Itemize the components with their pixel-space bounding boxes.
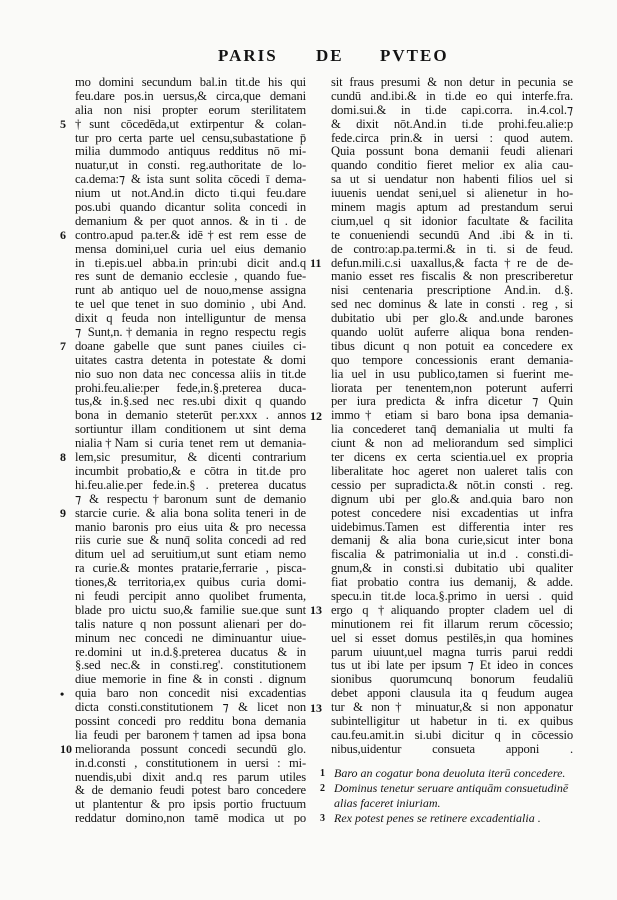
text-line: tibus dicunt q non potuit ea concedere ex xyxy=(331,339,573,353)
text-line: quando conditio fieret melior ex alia cau- xyxy=(331,159,573,173)
text-line: blade pro uictu suo,& familie sue.que sunt xyxy=(75,603,306,617)
text-line: liorata per tenentem,non poterunt auferri xyxy=(331,381,573,395)
summary-note xyxy=(320,766,590,781)
margin-number: 9 xyxy=(60,505,66,520)
margin-number: 5 xyxy=(60,116,66,131)
right-text-column xyxy=(331,76,573,757)
text-line: ni feudi percipit anno quolibet frumenta, xyxy=(75,589,306,603)
summary-number xyxy=(320,796,334,811)
margin-number: 13 xyxy=(310,700,322,715)
text-line: uitates castra detenta in potestate & domi xyxy=(75,353,306,367)
text-line: cau.feu.amit.in si.ubi dicitur q in cōcessio xyxy=(331,728,573,742)
text-line: quo tempore concessionis erant demania- xyxy=(331,353,573,367)
text-line: possint concedi pro redditu bona demania xyxy=(75,714,306,728)
text-line: gnum,& in consti.si dubitatio ubi qualiter xyxy=(331,562,573,576)
text-line: sit fraus presumi & non detur in pecunia se xyxy=(331,76,573,89)
text-line: ca.dema:⁊ & ista sunt solita cōcedi ī dema- xyxy=(75,173,306,187)
text-line: demanij & alia bona curie,sicut inter bona xyxy=(331,534,573,548)
text-line: melioranda possunt concedi secundū glo. xyxy=(75,742,306,756)
text-line: †sunt cōcedēda,ut extirpentur & colan- xyxy=(75,117,306,131)
text-line: milia dummodo antiquus redditus nō mi- xyxy=(75,145,306,159)
text-line: specu.in tit.de loca.§.primo in uersi . quid xyxy=(331,589,573,603)
text-line: pos.ubi quando dicantur solita concedi in xyxy=(75,201,306,215)
text-line: §.sed nec.& in consti.reg'. constitutionem xyxy=(75,659,306,673)
text-line: ⁊ Sunt,n.†demania in regno respectu regis xyxy=(75,326,306,340)
text-line: liberalitate hoc ageret non ualeret talis con xyxy=(331,464,573,478)
text-line: minutionem rei fit illarum rerum cōcessio; xyxy=(331,617,573,631)
margin-number: 6 xyxy=(60,227,66,242)
running-head-de: DE xyxy=(316,46,344,65)
margin-number: 12 xyxy=(310,408,322,423)
text-line: reddatur domino,non tamē modica ut po xyxy=(75,812,306,826)
text-line: minem magis aptum ad prestandum serui xyxy=(331,201,573,215)
margin-number: 7 xyxy=(60,339,66,354)
text-line: de contro:ap.pa.termi.& in ti. si de feud. xyxy=(331,242,573,256)
text-line: prohi.feu.alie:per fede,in.§.preterea duca- xyxy=(75,381,306,395)
text-line: nisi centenaria prescriptione And.in. d.§. xyxy=(331,284,573,298)
text-line: Quia possunt bona demanii feudi alienari xyxy=(331,145,573,159)
text-line: ra curie.& montes pratarie,ferrarie , pisca- xyxy=(75,562,306,576)
text-line: fiscalia & patrimonialia ut in.d . consti.di- xyxy=(331,548,573,562)
text-line: res sunt de demanio ecclesie , quando fue- xyxy=(75,270,306,284)
text-line: nium ut not.And.in dicto ti.qui feu.dare xyxy=(75,187,306,201)
text-line: doane gabelle que sunt panes ciuiles ci- xyxy=(75,339,306,353)
text-line: feu.dare pos.in uersus,& circa,que demani xyxy=(75,89,306,103)
summary-notes xyxy=(320,766,590,826)
text-line: sa ut si uendatur non habenti filios uel si xyxy=(331,173,573,187)
margin-number: • xyxy=(60,686,65,701)
text-line: cium,uel q sit idonior facultate & facilita xyxy=(331,214,573,228)
text-line: & de demanio feudi potest baro concedere xyxy=(75,784,306,798)
text-line: lia feudi per baronem†tamen ad ipsa bona xyxy=(75,728,306,742)
text-line: ⁊ & respectu†baronum sunt de demanio xyxy=(75,492,306,506)
summary-note xyxy=(320,811,590,826)
text-line: per iura predicta & infra dicetur ⁊ Quin xyxy=(331,395,573,409)
text-line: iuuenis uendat seni,uel si alienetur in ho- xyxy=(331,187,573,201)
text-line: nuendis,ubi dixit and.q res parum utiles xyxy=(75,770,306,784)
text-line: potest concedere nisi excadentias ut infra xyxy=(331,506,573,520)
text-line: cessio per supradicta.& nōt.in consti . reg. xyxy=(331,478,573,492)
text-line: minum nec concedi ne diminuantur uiue- xyxy=(75,631,306,645)
text-line: dubitatio ubi per glo.& and.unde barones xyxy=(331,312,573,326)
text-line: fede.circa prin.& in uersi : quod autem. xyxy=(331,131,573,145)
text-line: immo† etiam si baro bona ipsa demania- xyxy=(331,409,573,423)
running-head-puteo: PVTEO xyxy=(380,46,449,65)
text-line: sortiuntur illam conditionem ut sint dema xyxy=(75,423,306,437)
margin-number: 8 xyxy=(60,450,66,465)
text-line: bona in demanio steterūt per.xxx . annos xyxy=(75,409,306,423)
summary-text: alias faceret iniuriam. xyxy=(334,796,441,810)
text-line: lia concederet tanq̄ demanialia ut multi fa xyxy=(331,423,573,437)
summary-text: Rex potest penes se retinere excadentialia . xyxy=(334,811,541,825)
text-line: fiat probatio contra ius demanij, & adde. xyxy=(331,576,573,590)
summary-note xyxy=(320,781,590,796)
text-line: runt ab antiquo uel de nouo,mense assigna xyxy=(75,284,306,298)
text-line: nio suo non data nec concessa aliis in tit.de xyxy=(75,367,306,381)
text-line: subintelligitur ut habetur in ti. ex quibus xyxy=(331,714,573,728)
text-line: tur & non† minuatur,& si non apponatur xyxy=(331,701,573,715)
text-line: sed nec dominus & late in consti . reg , si xyxy=(331,298,573,312)
left-text-column xyxy=(75,76,306,826)
text-line: hi.feu.alie.per fede.in.§ . preterea ducatus xyxy=(75,478,306,492)
text-line: manio baronis pro eius uita & pro necessa xyxy=(75,520,306,534)
text-line: nuatur,ut in consti. reg.authoritate de lo- xyxy=(75,159,306,173)
summary-text: Dominus tenetur seruare antiquām consuetudinē xyxy=(334,781,569,795)
text-line: nibus,uidentur consueta apponi . xyxy=(331,742,573,756)
text-line: diue memorie in fine & in consti . dignum xyxy=(75,673,306,687)
text-line: tur pro certa parte uel censu,subastatione p̄ xyxy=(75,131,306,145)
text-line: uel si esset domus pestilēs,in qua homines xyxy=(331,631,573,645)
text-line: tiones,& territoria,ex quibus curia domi- xyxy=(75,576,306,590)
text-line: te conueniendi secundū And .ibi & in ti. xyxy=(331,228,573,242)
text-line: lia uel in usu publico,tamen si fuerint me- xyxy=(331,367,573,381)
text-line: cundū and.ibi.& in ti.de eo qui interfe.fra. xyxy=(331,89,573,103)
margin-number: 13 xyxy=(310,603,322,618)
text-line: ditum uel ad seruitium,ut sunt etiam nemo xyxy=(75,548,306,562)
text-line: debet apponi clausula ita q feudum augea xyxy=(331,687,573,701)
text-line: parum uiuunt,uel magna turris parui reddi xyxy=(331,645,573,659)
text-line: re.domini ut in.d.§.preterea ducatus & in xyxy=(75,645,306,659)
summary-number: 3 xyxy=(320,813,325,824)
text-line: dicta consti.constitutionem ⁊ & licet non xyxy=(75,701,306,715)
margin-number: 10 xyxy=(60,742,72,757)
text-line: alia non nisi propter eorum sterilitatem xyxy=(75,103,306,117)
text-line: ut plantentur & pro ipsis portio fructuum xyxy=(75,798,306,812)
text-line: ciunt & non ad meliorandum sed simplici xyxy=(331,437,573,451)
text-line: quia baro non concedit nisi excadentias xyxy=(75,687,306,701)
summary-note xyxy=(320,796,590,811)
text-line: mensa domini,uel curia uel eius demanio xyxy=(75,242,306,256)
text-line: uidebimus.Tamen est differentia inter res xyxy=(331,520,573,534)
text-line: defun.mili.c.si uaxallus,& facta†re de de- xyxy=(331,256,573,270)
text-line: manio esset res fiscalis & non prescriberetur xyxy=(331,270,573,284)
text-line: contro.apud pa.ter.& idē†est rem esse de xyxy=(75,228,306,242)
text-line: lem,sic presumitur, & dicenti contrarium xyxy=(75,451,306,465)
text-line: nialia†Nam si curia tenet rem ut demania- xyxy=(75,437,306,451)
margin-number: 11 xyxy=(310,255,322,270)
text-line: dignum ubi per glo.& and.quia baro non xyxy=(331,492,573,506)
text-line: incumbit probatio,& e cōtra in tit.de pro xyxy=(75,464,306,478)
text-line: tus,& in.§.sed nec res.ubi dixit q quando xyxy=(75,395,306,409)
text-line: dixit q feuda non intelliguntur de mensa xyxy=(75,312,306,326)
running-head-paris: PARIS xyxy=(218,46,278,65)
summary-text: Baro an cogatur bona deuoluta iterū concedere. xyxy=(334,766,566,780)
text-line: demanium & per quot annos. & in ti . de xyxy=(75,214,306,228)
text-line: in ti.epis.uel abba.in prin:ubi dicit and.q xyxy=(75,256,306,270)
text-line: domi.sui.& in ti.de capi.corra. in.4.col.⁊ xyxy=(331,103,573,117)
text-line: starcie curie. & alia bona solita teneri in de xyxy=(75,506,306,520)
text-line: quando uolūt auferre aliqua bona renden- xyxy=(331,326,573,340)
text-line: te uel que tenet in suo dominio , ubi And. xyxy=(75,298,306,312)
summary-number: 1 xyxy=(320,768,325,779)
text-line: sionibus quorumcunq bonorum feudaliū xyxy=(331,673,573,687)
summary-number: 2 xyxy=(320,783,325,794)
text-line: ergo q †aliquando propter cladem uel di xyxy=(331,603,573,617)
text-line: ter dicens ex certa scientia.uel ex propria xyxy=(331,451,573,465)
text-line: tus ut ibi late per ipsum ⁊ Et ideo in conces xyxy=(331,659,573,673)
text-line: in.d.consti , constitutionem in uersi : mi- xyxy=(75,756,306,770)
text-line: & dixit nōt.And.in ti.de prohi.feu.alie:p xyxy=(331,117,573,131)
text-line: talis nature q non possunt alienari per do- xyxy=(75,617,306,631)
text-line: mo domini secundum bal.in tit.de his qui xyxy=(75,76,306,89)
text-line: riis curie sue & nunq̄ solita concedi ad red xyxy=(75,534,306,548)
